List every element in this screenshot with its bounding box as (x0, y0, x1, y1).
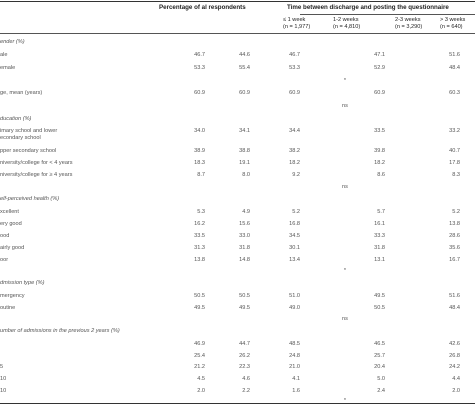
row-label-line: pper secondary school (0, 148, 57, 154)
cell-value: 55.4 (239, 65, 250, 71)
significance-mark: ns (342, 103, 348, 109)
cell-value: 2.2 (242, 388, 250, 394)
cell-value: 39.8 (374, 148, 385, 154)
row-label (0, 160, 73, 167)
cell-value: 50.5 (239, 293, 250, 299)
cell-value: 8.0 (242, 172, 250, 178)
cell-value: 53.3 (194, 65, 205, 71)
cell-value: 49.0 (289, 305, 300, 311)
significance-mark: ns (342, 184, 348, 190)
row-label-line: ale (0, 52, 8, 58)
cell-value: 2.0 (197, 388, 205, 394)
cell-value: 21.2 (194, 364, 205, 370)
cell-value: 18.2 (289, 160, 300, 166)
cell-value: 34.1 (239, 128, 250, 134)
row-label (0, 172, 72, 179)
cell-value: 8.3 (452, 172, 460, 178)
row-label (0, 257, 8, 264)
cell-value: 38.2 (289, 148, 300, 154)
cell-value: 33.3 (374, 233, 385, 239)
header-bottom-rule (0, 33, 475, 34)
cell-value: 42.6 (449, 341, 460, 347)
cell-value: 46.7 (289, 52, 300, 58)
row-label-line: econdary school (0, 134, 41, 141)
row-label (0, 293, 25, 300)
row-label (0, 233, 9, 240)
section-heading: ender (%) (0, 39, 25, 45)
cell-value: 31.8 (239, 245, 250, 251)
cell-value: 5.3 (197, 209, 205, 215)
significance-mark: * (343, 268, 347, 274)
cell-value: 8.7 (197, 172, 205, 178)
cell-value: 60.9 (289, 90, 300, 96)
section-heading: dmission type (%) (0, 280, 45, 286)
cell-value: 44.6 (239, 52, 250, 58)
section-heading: umber of admissions in the previous 2 years (%) (0, 328, 120, 334)
cell-value: 34.4 (289, 128, 300, 134)
row-label (0, 90, 42, 97)
cell-value: 60.9 (194, 90, 205, 96)
cell-value: 1.6 (292, 388, 300, 394)
cell-value: 4.9 (242, 209, 250, 215)
cell-value: 16.8 (289, 221, 300, 227)
cell-value: 13.1 (374, 257, 385, 263)
section-heading: ducation (%) (0, 116, 32, 122)
cell-value: 44.7 (239, 341, 250, 347)
cell-value: 38.8 (239, 148, 250, 154)
cell-value: 31.3 (194, 245, 205, 251)
row-label-line: xcellent (0, 209, 19, 215)
cell-value: 51.6 (449, 52, 460, 58)
cell-value: 60.9 (374, 90, 385, 96)
significance-mark: * (343, 398, 347, 404)
row-label (0, 65, 15, 72)
cell-value: 19.1 (239, 160, 250, 166)
cell-value: 4.4 (452, 376, 460, 382)
cell-value: 46.7 (194, 52, 205, 58)
row-label-line: emale (0, 65, 16, 71)
cell-value: 49.5 (194, 305, 205, 311)
row-label-line: 10 (0, 376, 7, 382)
cell-value: 20.4 (374, 364, 385, 370)
cell-value: 16.2 (194, 221, 205, 227)
cell-value: 18.3 (194, 160, 205, 166)
significance-mark: * (343, 78, 347, 84)
cell-value: 52.9 (374, 65, 385, 71)
table-top-rule (0, 1, 475, 2)
cell-value: 38.9 (194, 148, 205, 154)
cell-value: 8.6 (377, 172, 385, 178)
subheader-2-3-weeks: 2-3 weeks (n = 3,290) (395, 17, 423, 30)
row-label-line: niversity/college for ≥ 4 years (0, 172, 73, 178)
cell-value: 47.1 (374, 52, 385, 58)
cell-value: 49.5 (239, 305, 250, 311)
significance-mark: ns (342, 316, 348, 322)
row-label (0, 388, 6, 395)
cell-value: 53.3 (289, 65, 300, 71)
cell-value: 15.6 (239, 221, 250, 227)
cell-value: 34.0 (194, 128, 205, 134)
cell-value: 40.7 (449, 148, 460, 154)
cell-value: 24.2 (449, 364, 460, 370)
cell-value: 60.9 (239, 90, 250, 96)
cell-value: 22.3 (239, 364, 250, 370)
cell-value: 49.5 (374, 293, 385, 299)
cell-value: 50.5 (374, 305, 385, 311)
cell-value: 31.8 (374, 245, 385, 251)
cell-value: 34.5 (289, 233, 300, 239)
row-label (0, 52, 7, 59)
header-percentage-all: Percentage of al respondents (159, 4, 246, 11)
cell-value: 5.2 (452, 209, 460, 215)
cell-value: 2.4 (377, 388, 385, 394)
cell-value: 13.8 (449, 221, 460, 227)
header-time-between-discharge: Time between discharge and posting the questionnaire (287, 4, 449, 11)
row-label-line: 5 (0, 364, 4, 370)
subheader-1-2-weeks: 1-2 weeks (n = 4,810) (333, 17, 361, 30)
row-label-line: oor (0, 257, 9, 263)
cell-value: 60.3 (449, 90, 460, 96)
cell-value: 4.6 (242, 376, 250, 382)
cell-value: 46.9 (194, 341, 205, 347)
row-label-line: ood (0, 233, 10, 239)
cell-value: 16.1 (374, 221, 385, 227)
row-label (0, 364, 3, 371)
cell-value: 26.8 (449, 353, 460, 359)
cell-value: 51.6 (449, 293, 460, 299)
row-label-line: imary school and lower (0, 128, 58, 134)
row-label (0, 305, 15, 312)
cell-value: 48.4 (449, 305, 460, 311)
row-label-line: outine (0, 305, 16, 311)
row-label (0, 221, 22, 228)
cell-value: 30.1 (289, 245, 300, 251)
cell-value: 21.0 (289, 364, 300, 370)
row-label-line: ge, mean (years) (0, 90, 43, 96)
cell-value: 35.6 (449, 245, 460, 251)
subheader-le-1-week: ≤ 1 week (n = 1,977) (283, 17, 311, 30)
cell-value: 33.5 (374, 128, 385, 134)
cell-value: 48.4 (449, 65, 460, 71)
section-heading: elf-perceived health (%) (0, 196, 60, 202)
row-label (0, 376, 6, 383)
cell-value: 46.5 (374, 341, 385, 347)
cell-value: 2.0 (452, 388, 460, 394)
row-label-line: 10 (0, 388, 7, 394)
cell-value: 5.7 (377, 209, 385, 215)
cell-value: 14.8 (239, 257, 250, 263)
row-label-line: ery good (0, 221, 22, 227)
cell-value: 51.0 (289, 293, 300, 299)
cell-value: 9.2 (292, 172, 300, 178)
cell-value: 18.2 (374, 160, 385, 166)
header-time-underline (300, 14, 475, 15)
cell-value: 25.7 (374, 353, 385, 359)
row-label (0, 148, 56, 155)
row-label-line: niversity/college for < 4 years (0, 160, 73, 166)
cell-value: 33.2 (449, 128, 460, 134)
cell-value: 28.6 (449, 233, 460, 239)
row-label (0, 128, 57, 141)
cell-value: 50.5 (194, 293, 205, 299)
cell-value: 4.5 (197, 376, 205, 382)
cell-value: 13.4 (289, 257, 300, 263)
cell-value: 5.2 (292, 209, 300, 215)
cell-value: 48.5 (289, 341, 300, 347)
cell-value: 26.2 (239, 353, 250, 359)
row-label (0, 245, 24, 252)
cell-value: 24.8 (289, 353, 300, 359)
table-bottom-rule (0, 403, 475, 404)
cell-value: 25.4 (194, 353, 205, 359)
cell-value: 33.5 (194, 233, 205, 239)
subheader-gt-3-weeks: > 3 weeks (n = 640) (440, 17, 466, 30)
cell-value: 4.1 (292, 376, 300, 382)
row-label (0, 209, 19, 216)
cell-value: 13.8 (194, 257, 205, 263)
cell-value: 16.7 (449, 257, 460, 263)
row-label-line: airly good (0, 245, 25, 251)
row-label-line: mergency (0, 293, 25, 299)
cell-value: 5.0 (377, 376, 385, 382)
cell-value: 33.0 (239, 233, 250, 239)
cell-value: 17.8 (449, 160, 460, 166)
